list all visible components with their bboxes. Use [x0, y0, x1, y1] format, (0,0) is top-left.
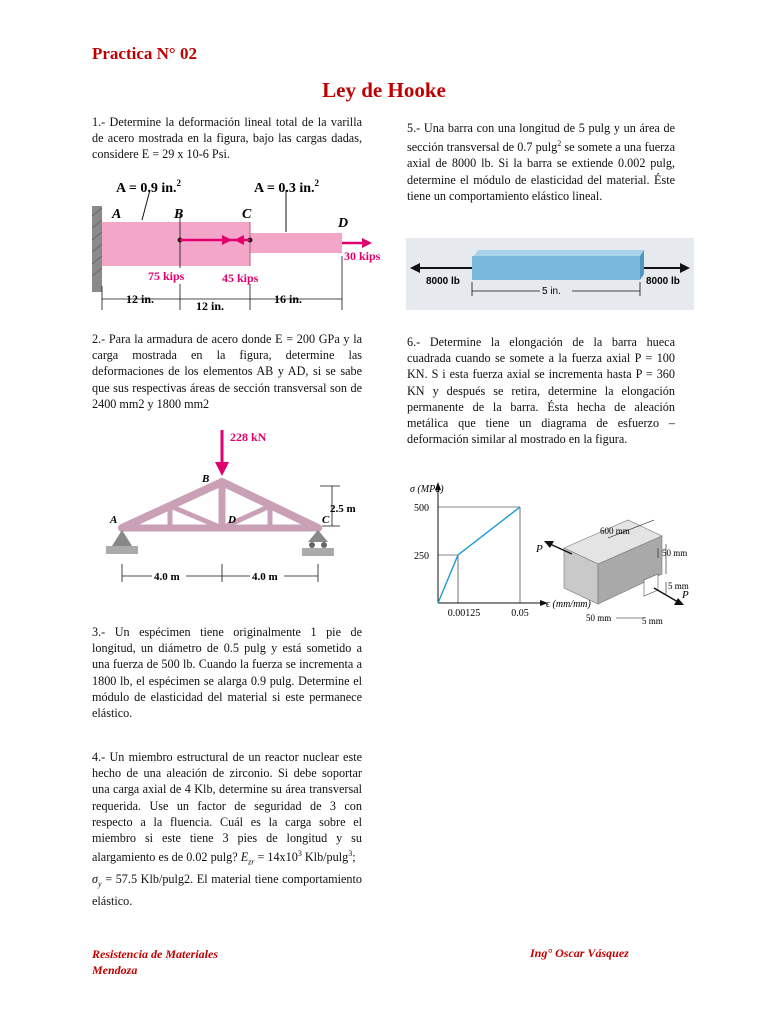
- length-label: 5 in.: [542, 286, 561, 297]
- tension-bar: [472, 256, 640, 280]
- small-bar-segment: [250, 233, 342, 253]
- node-d-label: D: [228, 514, 236, 526]
- practice-header: Practica N° 02: [92, 44, 197, 63]
- y-axis-label: σ (MPa): [410, 484, 444, 495]
- load-arrow-d: [342, 238, 372, 248]
- problem-4: [92, 749, 362, 909]
- footer-course: [92, 946, 218, 978]
- problem-3-text: 3.- Un espécimen tiene originalmente 1 pie de longitud, un diámetro de 0.5 pulg y está sometido a una fuerza de 500 lb. Cuando la fuerza se incrementa a 1800 lb, el espécimen se alarga 0.9 pulg. Determine el módulo de elasticidad del material si este permanece elástico.: [92, 625, 362, 721]
- node-a-label: A: [110, 514, 118, 526]
- figure-stepped-bar: [90, 172, 390, 320]
- large-bar-segment: [102, 222, 250, 266]
- problem-2: [92, 331, 362, 412]
- truss-height-label: 2.5 m: [330, 503, 356, 515]
- support-right: [302, 530, 334, 556]
- page-title: Ley de Hooke: [322, 78, 446, 102]
- bar-thickness-label-2: 5 mm: [642, 616, 663, 626]
- truss-dim-2: 4.0 m: [252, 571, 278, 583]
- force-p-left-label: P: [536, 543, 543, 555]
- bar-top-face: [474, 250, 644, 256]
- load-left-label: 8000 lb: [426, 276, 460, 287]
- point-a-label: A: [112, 207, 122, 222]
- footer-course-line2: Mendoza: [92, 963, 138, 977]
- wall-support: [92, 206, 102, 292]
- bar-length-label: 600 mm: [600, 526, 630, 536]
- figure-stress-strain: [404, 478, 704, 628]
- chart-axes: [435, 482, 548, 606]
- problem-6: [407, 334, 675, 447]
- load-d-label: 30 kips: [344, 249, 381, 263]
- footer-course-line1: Resistencia de Materiales: [92, 947, 218, 961]
- dimension-1: 12 in.: [126, 292, 155, 306]
- figure-tension-bar: [406, 238, 694, 310]
- node-c-label: C: [322, 514, 330, 526]
- truss-dim-1: 4.0 m: [154, 571, 180, 583]
- problem-2-text: 2.- Para la armadura de acero donde E = 200 GPa y la carga mostrada en la figura, determine las deformaciones de los elementos AB y AD, si se sabe que sus respectivas áreas de sección transversal son de 2400 mm2 y 1800 mm2: [92, 332, 362, 411]
- truss-members: [122, 482, 318, 528]
- problem-6-text: 6.- Determine la elongación de la barra hueca cuadrada cuando se somete a la fuerza axial P = 100 KN. S i esta fuerza axial se incrementa hasta P = 360 KN y después se retira, determine la elongación permanente de la barra. Ésta hecha de aleación metálica que tiene un diagrama de esfuerzo – deformación similar al mostrado en la figura.: [407, 335, 675, 447]
- problem-1-text: 1.- Determine la deformación lineal total de la varilla de acero mostrada en la figura, bajo las cargas dadas, considere E = 29 x 10-6 Psi.: [92, 115, 362, 162]
- x-tick-0.00125: 0.00125: [447, 608, 481, 619]
- bar-side-label-1: 50 mm: [662, 548, 688, 558]
- problem-5: [407, 120, 675, 204]
- x-axis-label: ϵ (mm/mm): [546, 599, 591, 610]
- point-d-label: D: [338, 216, 349, 231]
- problem-1: [92, 114, 362, 163]
- truss-dimension-lines: [122, 486, 340, 582]
- problem-4-text: 4.- Un miembro estructural de un reactor nuclear este hecho de una aleación de zirconio. Si debe soportar una carga axial de 4 Klb, determine su área transversal requerida. Use un factor de seguridad de 3 con respecto a la fluencia. Cuál es la carga sobre el miembro si este tiene 3 pies de longitud y su alargamiento es de 0.02 pulg? $E_{zr} = 14x10^3$ Klb/pulg$^3$; $\sigma_y = 57.5$ Klb/pulg2. El material tiene comportamiento elástico.: [92, 750, 362, 908]
- bar-thickness-label-1: 5 mm: [668, 581, 689, 591]
- problem-3: [92, 624, 362, 721]
- load-c-label: 45 kips: [222, 271, 259, 285]
- area-a-label: A = 0.9 in.$^2$: [116, 178, 181, 196]
- point-c-label: C: [242, 207, 252, 222]
- force-p-right-label: P: [682, 589, 689, 601]
- dimension-3: 16 in.: [274, 292, 303, 306]
- load-b-label: 75 kips: [148, 269, 185, 283]
- area-c-label: A = 0.3 in.$^2$: [254, 178, 319, 196]
- truss-load-label: 228 kN: [230, 430, 267, 444]
- point-b-label: B: [174, 207, 184, 222]
- truss-load-arrow: [215, 430, 229, 476]
- problem-5-text: 5.- Una barra con una longitud de 5 pulg y un área de sección transversal de 0.7 pulg$^2$ se somete a una fuerza axial de 8000 lb. Si la barra se extiende 0.002 pulg, determine el módulo de elasticidad del material. Éste tiene un comportamiento elástico lineal.: [407, 121, 675, 203]
- y-tick-500: 500: [414, 503, 429, 514]
- bar-side-label-2: 50 mm: [586, 613, 612, 623]
- x-tick-0.05: 0.05: [511, 608, 529, 619]
- load-right-label: 8000 lb: [646, 276, 680, 287]
- node-b-label: B: [202, 473, 210, 485]
- dimension-2: 12 in.: [196, 299, 225, 313]
- figure-truss: [104, 426, 374, 592]
- y-tick-250: 250: [414, 551, 429, 562]
- footer-author: Ing° Oscar Vásquez: [530, 946, 629, 960]
- support-left: [106, 530, 138, 554]
